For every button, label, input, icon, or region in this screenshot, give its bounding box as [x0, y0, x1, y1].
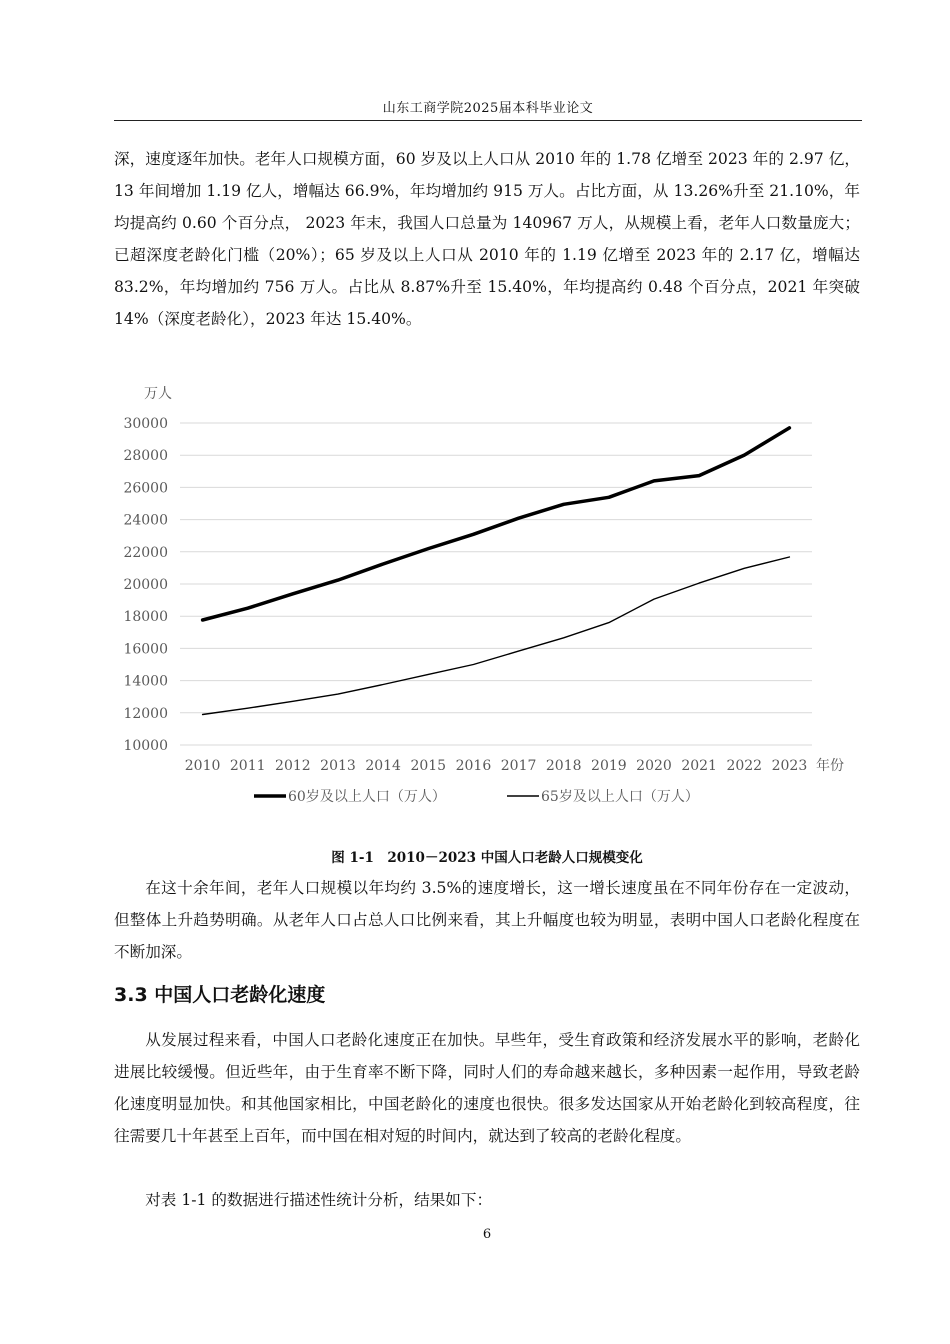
figure-1-1: [114, 374, 860, 824]
y-tick-label: 10000: [123, 738, 168, 754]
legend-label-2: 65岁及以上人口（万人）: [541, 789, 699, 805]
x-tick-label: 2022: [726, 758, 763, 774]
page-number: 6: [482, 1227, 492, 1242]
section-heading: 3.3 中国人口老龄化速度: [114, 984, 326, 1006]
x-tick-label: 2021: [681, 758, 717, 774]
series-line-1: [203, 428, 790, 620]
x-tick-label: 2014: [365, 758, 401, 774]
x-tick-label: 2017: [500, 758, 537, 774]
y-axis-label: 万人: [144, 386, 172, 402]
running-header: 山东工商学院2025届本科毕业论文: [382, 101, 594, 116]
x-tick-label: 2011: [229, 758, 266, 774]
x-tick-label: 2013: [320, 758, 356, 774]
x-tick-label: 2016: [455, 758, 492, 774]
x-tick-label: 2023: [771, 758, 808, 774]
chart-gridlines: [180, 423, 812, 745]
body-paragraph-3: 从发展过程来看，中国人口老龄化速度正在加快。早些年，受生育政策和经济发展水平的影响，老龄化进展比较缓慢。但近些年，由于生育率不断下降，同时人们的寿命越来越长，多种因素一起作用，导致老龄化速度明显加快。和其他国家相比，中国老龄化的速度也很快。很多发达国家从开始老龄化到较高程度，往往需要几十年甚至上百年，而中国在相对短的时间内，就达到了较高的老龄化程度。: [114, 1031, 860, 1145]
y-tick-label: 30000: [123, 416, 168, 432]
y-tick-label: 26000: [123, 480, 168, 497]
body-paragraph-4: 对表 1-1 的数据进行描述性统计分析，结果如下：: [145, 1191, 493, 1209]
y-axis-ticks: [123, 416, 168, 754]
y-tick-label: 14000: [123, 673, 168, 690]
x-tick-label: 2015: [410, 758, 447, 774]
x-tick-label: 2018: [545, 758, 582, 774]
figure-caption: 图 1-1 2010－2023 中国人口老龄人口规模变化: [331, 850, 643, 866]
x-tick-label: 2012: [275, 758, 311, 774]
body-paragraph-2: 在这十余年间，老年人口规模以年均约 3.5%的速度增长，这一增长速度虽在不同年份存在一定波动，但整体上升趋势明确。从老年人口占总人口比例来看，其上升幅度也较为明显，表明中国人口老龄化程度在不断加深。: [114, 879, 860, 961]
x-tick-label: 2019: [591, 758, 627, 774]
series-line-2: [203, 557, 790, 715]
chart-series: [203, 428, 790, 715]
y-tick-label: 20000: [123, 577, 168, 593]
header-rule: [114, 120, 862, 121]
legend-label-1: 60岁及以上人口（万人）: [288, 789, 446, 805]
y-tick-label: 16000: [123, 641, 168, 658]
y-tick-label: 18000: [123, 609, 168, 626]
x-tick-label: 2010: [184, 758, 221, 774]
y-tick-label: 24000: [123, 512, 168, 529]
line-chart: [114, 374, 860, 824]
x-axis-label: 年份: [816, 758, 844, 774]
y-tick-label: 28000: [123, 448, 168, 465]
y-tick-label: 12000: [123, 705, 168, 722]
chart-legend: [254, 788, 699, 805]
body-paragraph-1: 深，速度逐年加快。老年人口规模方面，60 岁及以上人口从 2010 年的 1.78 亿增至 2023 年的 2.97 亿，13 年间增加 1.19 亿人，增幅达 66.9%，年均增加约 915 万人。占比方面，从 13.26%升至 21.10%，年均提高约 0.60 个百分点， 2023 年末，我国人口总量为 140967 万人，从规模上看，老年人口数量庞大；已超深度老龄化门槛（20%）；65 岁及以上人口从 2010 年的 1.19 亿增至 2023 年的 2.17 亿，增幅达 83.2%，年均增加约 756 万人。占比从 8.87%升至 15.40%，年均提高约 0.48 个百分点，2021 年突破 14%（深度老龄化），2023 年达 15.40%。: [114, 150, 860, 328]
x-tick-label: 2020: [636, 758, 672, 774]
y-tick-label: 22000: [123, 544, 168, 561]
x-axis-ticks: [185, 758, 807, 774]
